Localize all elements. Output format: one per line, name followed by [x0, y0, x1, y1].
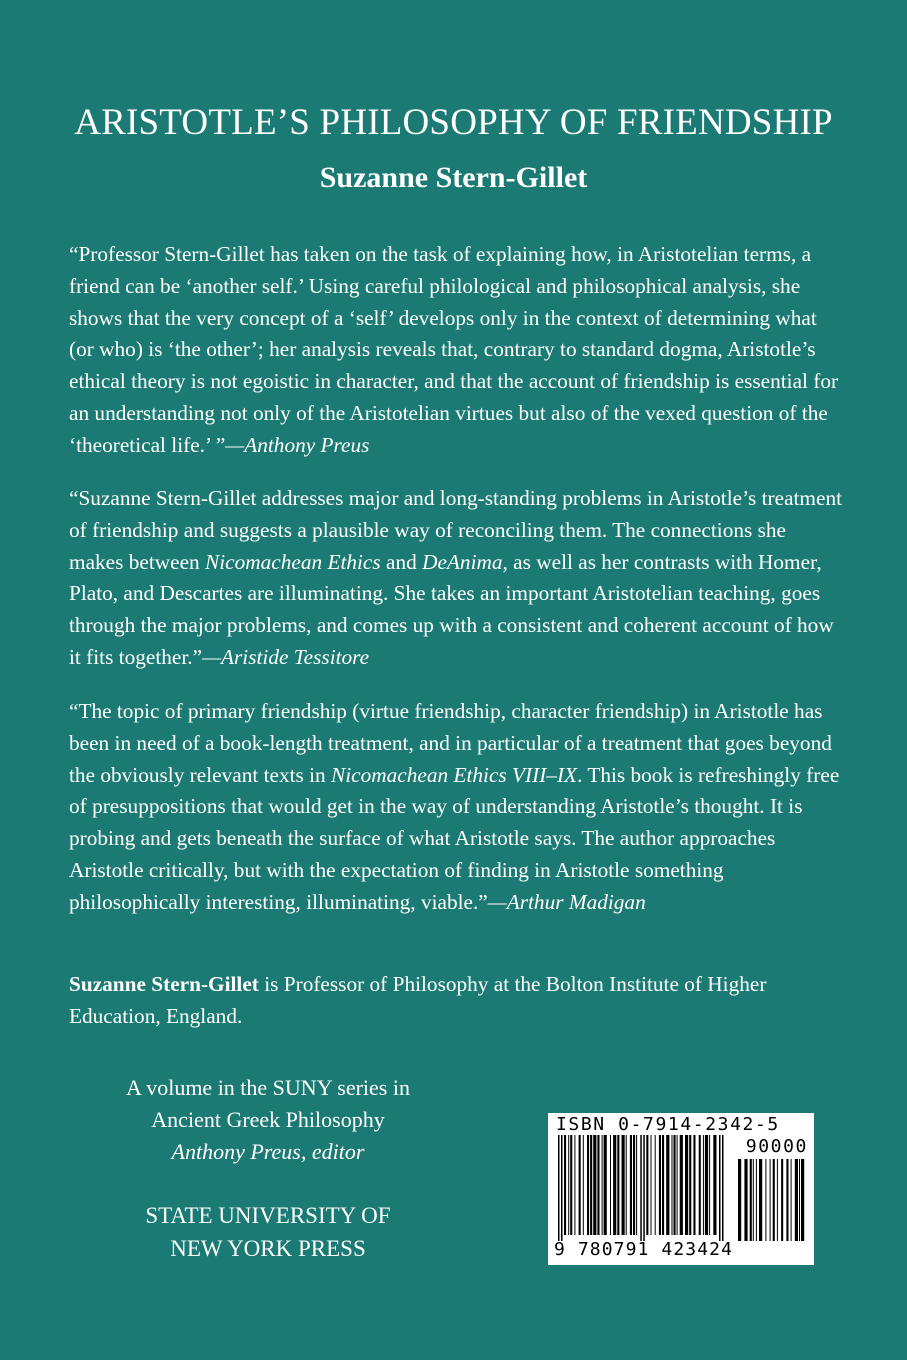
barcode-bar — [765, 1159, 766, 1241]
barcode-bar — [719, 1135, 721, 1241]
barcode-bar — [777, 1159, 778, 1241]
blurb-quote-text: “Suzanne Stern-Gillet addresses major and long-standing problems in Aristotle’s treatment of friendship and suggests a plausible way of reconciling them. The connections she makes between — [69, 486, 843, 574]
barcode-bar — [677, 1135, 678, 1235]
series-line: A volume in the SUNY series in — [126, 1075, 410, 1100]
barcode-bar — [613, 1135, 616, 1235]
barcode-bar — [759, 1159, 762, 1241]
barcode-bar — [770, 1159, 771, 1241]
barcode-bar — [699, 1135, 701, 1235]
barcode-bar — [773, 1159, 775, 1241]
isbn-barcode — [548, 1113, 814, 1265]
author-bio-text: is Professor of Philosophy at the Bolton Institute of Higher Education, England. — [69, 972, 767, 1028]
barcode-bar — [636, 1135, 637, 1235]
barcode-bar — [703, 1135, 704, 1235]
price-code: 90000 — [745, 1136, 808, 1157]
blurb-quote-text: “Professor Stern-Gillet has taken on the task of explaining how, in Aristotelian terms, a friend can be ‘another self.’ Using careful philological and philosophical analysis, she shows that the very concept of a ‘self’ develops only in the context of determining what (or who) is ‘the other’; her analysis reveals that, contrary to standard dogma, Aristotle’s ethical theory is not egoistic in character, and that the account of friendship is essential for an understanding not only of the Aristotelian virtues but also of the vexed question of the ‘theoretical life.’ ” — [69, 242, 839, 457]
barcode-bar — [753, 1159, 754, 1241]
series-info — [78, 1072, 458, 1168]
barcode-bar — [570, 1135, 572, 1235]
barcode-bar — [640, 1135, 642, 1241]
blurb-quote-1 — [69, 239, 844, 462]
publisher-line: STATE UNIVERSITY OF — [145, 1203, 391, 1228]
barcode-bar — [685, 1135, 688, 1235]
ean-digits: 9 780791 423424 — [554, 1239, 734, 1260]
barcode-bar — [709, 1135, 710, 1235]
barcode-bar — [561, 1135, 563, 1241]
barcode-bar — [791, 1159, 792, 1241]
barcode-bar — [799, 1159, 800, 1241]
blurb-quote-text: , as well as her contrasts with Homer, Plato, and Descartes are illuminating. She takes an important Aristotelian teaching, goes through the major problems, and comes up with a consistent and coherent account of how it fits together.” — [69, 549, 834, 669]
barcode-bar — [587, 1135, 589, 1235]
barcode-bar — [590, 1135, 592, 1235]
barcode-bar — [617, 1135, 619, 1235]
barcode-bar — [801, 1159, 804, 1241]
barcode-bar — [633, 1135, 635, 1235]
blurb-attribution: —Anthony Preus — [225, 432, 370, 457]
isbn-label: ISBN 0-7914-2342-5 — [556, 1114, 780, 1135]
barcode-bar — [750, 1159, 752, 1241]
blurb-quote-text: . This book is refreshingly free of presuppositions that would get in the way of understanding Aristotle’s thought. It is probing and gets beneath the surface of what Aristotle says. The author approaches Aristotle critically, but with the expectation of finding in Aristotle something philosophically interesting, illuminating, viable.” — [69, 762, 840, 914]
barcode-bar — [722, 1135, 724, 1241]
barcode-bar — [744, 1159, 747, 1241]
barcode-bar — [597, 1135, 599, 1235]
blurb-attribution: —Arthur Madigan — [487, 889, 646, 914]
publisher-line: NEW YORK PRESS — [170, 1236, 366, 1261]
cited-work-title: DeAnima — [422, 549, 503, 574]
barcode-bar — [672, 1135, 673, 1235]
publisher-name — [78, 1199, 458, 1265]
barcode-bar — [558, 1135, 560, 1241]
barcode-bar — [674, 1135, 676, 1235]
barcode-bar — [651, 1135, 652, 1235]
author-bio-name: Suzanne Stern-Gillet — [69, 972, 259, 996]
book-author: Suzanne Stern-Gillet — [319, 161, 588, 194]
blurb-quote-3 — [69, 696, 844, 919]
barcode-bar — [564, 1135, 566, 1235]
cited-work-title: Nicomachean Ethics — [205, 549, 381, 574]
barcode-bar — [689, 1135, 691, 1235]
barcode-bar — [662, 1135, 664, 1235]
barcode-bar — [680, 1135, 683, 1235]
barcode-bar — [786, 1159, 788, 1241]
barcode-bar — [693, 1135, 695, 1235]
barcode-bar — [610, 1135, 611, 1235]
barcode-bar — [568, 1135, 569, 1235]
barcode-bar — [795, 1159, 798, 1241]
barcode-bar — [655, 1135, 656, 1235]
barcode-bar — [781, 1159, 783, 1241]
series-editor: Anthony Preus, editor — [171, 1139, 365, 1164]
book-title: ARISTOTLE’S PHILOSOPHY OF FRIENDSHIP — [74, 102, 833, 143]
barcode-bar — [574, 1135, 575, 1235]
blurb-quote-text: “The topic of primary friendship (virtue friendship, character friendship) in Aristotle has been in need of a book-length treatment, and in particular of a treatment that goes beyond the obviously relevant texts in — [69, 699, 832, 787]
barcode-bar — [579, 1135, 581, 1235]
barcode-bar — [713, 1135, 716, 1235]
barcode-bar — [626, 1135, 627, 1235]
barcode-bar — [705, 1135, 708, 1235]
barcode-bar — [659, 1135, 661, 1235]
blurb-quote-text: and — [380, 549, 423, 574]
barcode-bar — [630, 1135, 632, 1235]
barcode-bar — [646, 1135, 648, 1235]
author-bio — [69, 969, 844, 1033]
barcode-bar — [622, 1135, 625, 1235]
barcode-bar — [666, 1135, 669, 1235]
series-line: Ancient Greek Philosophy — [151, 1107, 385, 1132]
barcode-bar — [602, 1135, 603, 1235]
barcode-bar — [738, 1159, 741, 1241]
blurb-quote-2 — [69, 483, 844, 674]
cited-work-title: Nicomachean Ethics VIII–IX — [331, 762, 578, 787]
barcode-bar — [643, 1135, 645, 1241]
barcode-bar — [604, 1135, 607, 1235]
barcode-bar — [583, 1135, 584, 1235]
barcode-bar — [756, 1159, 757, 1241]
barcode-bar — [593, 1135, 596, 1235]
blurb-attribution: —Aristide Tessitore — [202, 644, 370, 669]
